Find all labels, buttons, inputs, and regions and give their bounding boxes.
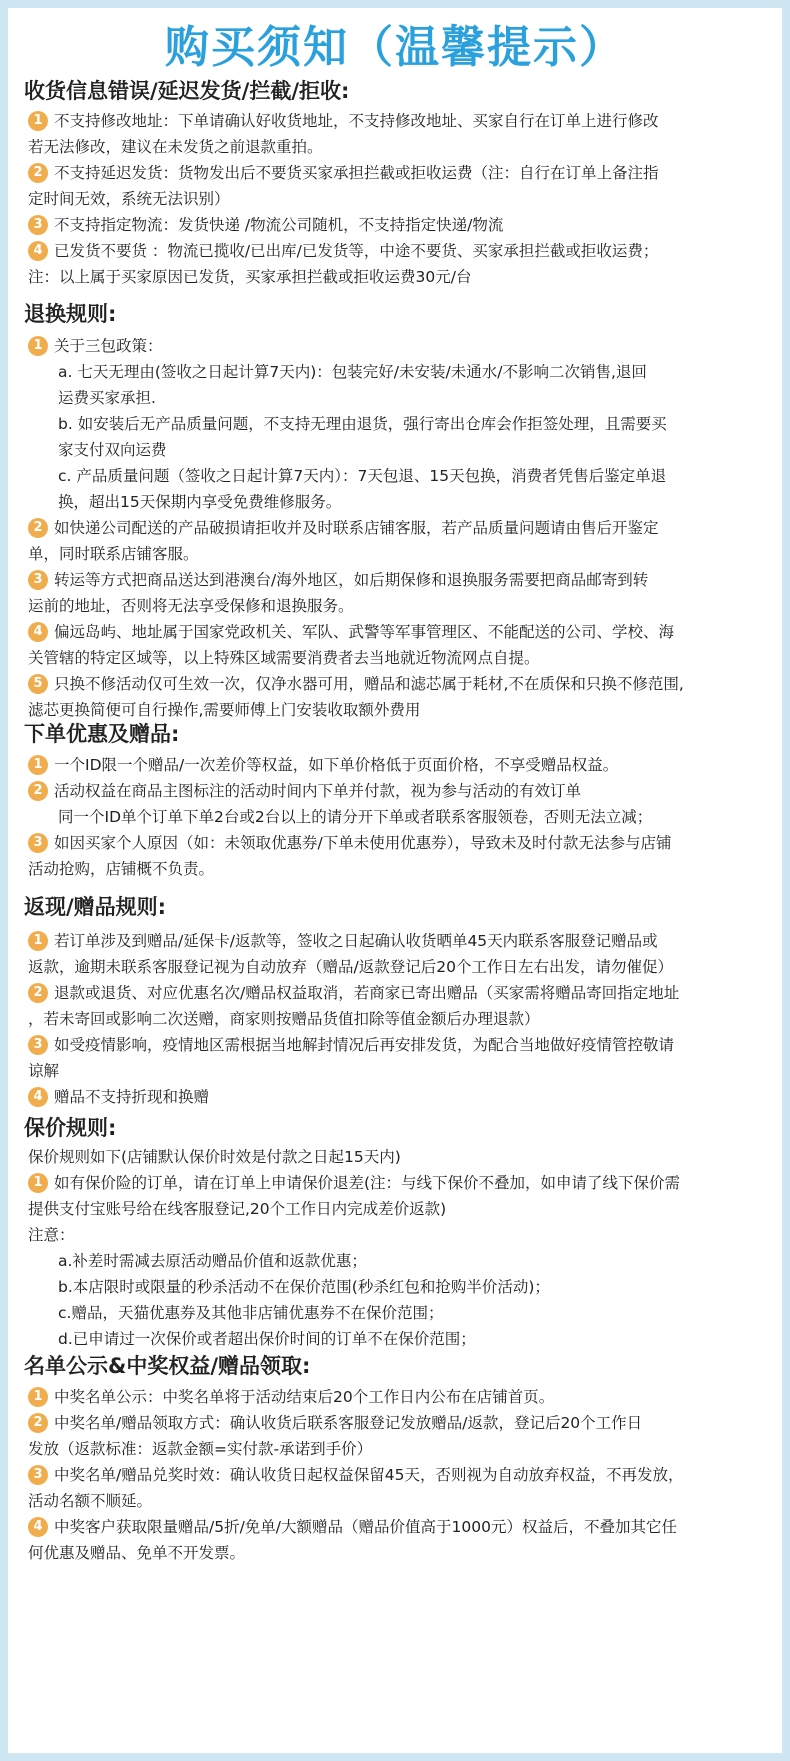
section-body xyxy=(28,333,773,723)
notice-line xyxy=(28,186,773,212)
notice-text: 家支付双向运费 xyxy=(58,441,167,459)
notice-line xyxy=(28,1144,773,1170)
notice-text: c. 产品质量问题（签收之日起计算7天内）：7天包退、15天包换，消费者凭售后鉴定单退 xyxy=(58,467,667,485)
notice-text: 中奖名单/赠品领取方式：确认收货后联系客服登记发放赠品/返款，登记后20个工作日 xyxy=(54,1414,643,1432)
notice-line xyxy=(28,593,773,619)
notice-line xyxy=(28,619,773,645)
notice-line xyxy=(28,856,773,882)
notice-text: 谅解 xyxy=(28,1062,60,1080)
notice-line xyxy=(28,645,773,671)
notice-line xyxy=(28,1196,773,1222)
notice-text: 提供支付宝账号给在线客服登记,20个工作日内完成差价返款) xyxy=(28,1200,447,1218)
number-badge-icon: 3 xyxy=(28,1465,48,1485)
number-badge-icon: 1 xyxy=(28,1387,48,1407)
notice-line xyxy=(28,778,773,804)
notice-line xyxy=(28,1462,773,1488)
number-badge-icon: 3 xyxy=(28,1035,48,1055)
number-badge-icon: 1 xyxy=(28,336,48,356)
notice-line xyxy=(28,1006,773,1032)
notice-line xyxy=(28,1222,773,1248)
notice-text: 退款或退货、对应优惠名次/赠品权益取消，若商家已寄出赠品（买家需将赠品寄回指定地址 xyxy=(54,984,680,1002)
notice-text: 同一个ID单个订单下单2台或2台以上的请分开下单或者联系客服领卷，否则无法立减； xyxy=(58,808,653,826)
notice-line xyxy=(28,752,773,778)
notice-text: 换，超出15天保期内享受免费维修服务。 xyxy=(58,493,342,511)
notice-text: 一个ID限一个赠品/一次差价等权益，如下单价格低于页面价格，不享受赠品权益。 xyxy=(54,756,619,774)
notice-text: a.补差时需减去原活动赠品价值和返款优惠； xyxy=(58,1252,367,1270)
notice-text: 活动抢购，店铺概不负责。 xyxy=(28,860,215,878)
notice-text: 运前的地址，否则将无法享受保修和退换服务。 xyxy=(28,597,354,615)
notice-text: 若订单涉及到赠品/延保卡/返款等，签收之日起确认收货晒单45天内联系客服登记赠品或 xyxy=(54,932,658,950)
notice-text: 偏远岛屿、地址属于国家党政机关、军队、武警等军事管理区、不能配送的公司、学校、海 xyxy=(54,623,675,641)
notice-text: 滤芯更换简便可自行操作,需要师傅上门安装收取额外费用 xyxy=(28,701,421,719)
notice-text: 单，同时联系店铺客服。 xyxy=(28,545,199,563)
notice-text: 发放（返款标准：返款金额=实付款-承诺到手价） xyxy=(28,1440,373,1458)
notice-line xyxy=(28,1248,773,1274)
notice-line xyxy=(28,1274,773,1300)
notice-line xyxy=(28,515,773,541)
notice-text: b. 如安装后无产品质量问题，不支持无理由退货，强行寄出仓库会作拒签处理，且需要买 xyxy=(58,415,667,433)
section-heading: 名单公示&中奖权益/赠品领取: xyxy=(24,1354,311,1378)
section-body xyxy=(28,108,773,290)
number-badge-icon: 3 xyxy=(28,215,48,235)
notice-line xyxy=(28,1326,773,1352)
notice-panel xyxy=(8,8,782,1753)
notice-line xyxy=(28,541,773,567)
notice-line xyxy=(28,134,773,160)
notice-line xyxy=(28,1032,773,1058)
notice-line xyxy=(28,160,773,186)
notice-line xyxy=(28,411,773,437)
notice-text: 若无法修改，建议在未发货之前退款重拍。 xyxy=(28,138,323,156)
notice-line xyxy=(28,980,773,1006)
notice-line xyxy=(28,385,773,411)
notice-text: 如快递公司配送的产品破损请拒收并及时联系店铺客服，若产品质量问题请由售后开鉴定 xyxy=(54,519,659,537)
notice-line xyxy=(28,1540,773,1566)
notice-line xyxy=(28,1488,773,1514)
notice-text: 注：以上属于买家原因已发货，买家承担拦截或拒收运费30元/台 xyxy=(28,268,472,286)
notice-line xyxy=(28,928,773,954)
notice-line xyxy=(28,1300,773,1326)
notice-text: 中奖客户获取限量赠品/5折/免单/大额赠品（赠品价值高于1000元）权益后，不叠加其它任 xyxy=(54,1518,677,1536)
notice-text: 关于三包政策： xyxy=(54,337,163,355)
notice-line xyxy=(28,264,773,290)
number-badge-icon: 2 xyxy=(28,781,48,801)
notice-text: 中奖名单公示：中奖名单将于活动结束后20个工作日内公布在店铺首页。 xyxy=(54,1388,555,1406)
notice-line xyxy=(28,1384,773,1410)
notice-line xyxy=(28,1514,773,1540)
notice-text: 活动权益在商品主图标注的活动时间内下单并付款，视为参与活动的有效订单 xyxy=(54,782,582,800)
notice-text: 保价规则如下(店铺默认保价时效是付款之日起15天内) xyxy=(28,1148,401,1166)
section-heading: 返现/赠品规则: xyxy=(24,895,167,919)
notice-text: 不支持延迟发货：货物发出后不要货买家承担拦截或拒收运费（注：自行在订单上备注指 xyxy=(54,164,659,182)
number-badge-icon: 2 xyxy=(28,518,48,538)
notice-line xyxy=(28,1058,773,1084)
notice-line xyxy=(28,437,773,463)
number-badge-icon: 1 xyxy=(28,111,48,131)
notice-text: 活动名额不顺延。 xyxy=(28,1492,153,1510)
notice-line xyxy=(28,567,773,593)
notice-line xyxy=(28,1410,773,1436)
notice-line xyxy=(28,489,773,515)
notice-text: ，若未寄回或影响二次送赠，商家则按赠品货值扣除等值金额后办理退款） xyxy=(28,1010,540,1028)
notice-text: 不支持指定物流：发货快递 /物流公司随机，不支持指定快递/物流 xyxy=(54,216,504,234)
number-badge-icon: 4 xyxy=(28,1087,48,1107)
notice-line xyxy=(28,954,773,980)
number-badge-icon: 3 xyxy=(28,570,48,590)
notice-text: 返款，逾期未联系客服登记视为自动放弃（赠品/返款登记后20个工作日左右出发，请勿催促） xyxy=(28,958,673,976)
notice-text: a. 七天无理由(签收之日起计算7天内)：包装完好/未安装/未通水/不影响二次销售,退回 xyxy=(58,363,647,381)
number-badge-icon: 4 xyxy=(28,1517,48,1537)
section-body xyxy=(28,1384,773,1566)
notice-text: 运费买家承担. xyxy=(58,389,156,407)
number-badge-icon: 2 xyxy=(28,983,48,1003)
notice-text: 注意： xyxy=(28,1226,75,1244)
notice-line xyxy=(28,1170,773,1196)
section-heading: 下单优惠及赠品: xyxy=(24,722,180,746)
notice-line xyxy=(28,830,773,856)
notice-text: c.赠品，天猫优惠券及其他非店铺优惠券不在保价范围； xyxy=(58,1304,444,1322)
notice-line xyxy=(28,1084,773,1110)
notice-text: 赠品不支持折现和换赠 xyxy=(54,1088,210,1106)
notice-line xyxy=(28,463,773,489)
section-heading: 保价规则: xyxy=(24,1116,117,1140)
notice-text: b.本店限时或限量的秒杀活动不在保价范围(秒杀红包和抢购半价活动)； xyxy=(58,1278,550,1296)
section-body xyxy=(28,752,773,882)
notice-text: 如受疫情影响，疫情地区需根据当地解封情况后再安排发货，为配合当地做好疫情管控敬请 xyxy=(54,1036,675,1054)
section-body xyxy=(28,1144,773,1352)
number-badge-icon: 4 xyxy=(28,622,48,642)
notice-text: 何优惠及赠品、免单不开发票。 xyxy=(28,1544,246,1562)
number-badge-icon: 2 xyxy=(28,163,48,183)
notice-text: 中奖名单/赠品兑奖时效：确认收货日起权益保留45天，否则视为自动放弃权益，不再发放， xyxy=(54,1466,684,1484)
number-badge-icon: 1 xyxy=(28,755,48,775)
number-badge-icon: 1 xyxy=(28,931,48,951)
number-badge-icon: 1 xyxy=(28,1173,48,1193)
page-title: 购买须知（温馨提示） xyxy=(165,22,625,73)
section-body xyxy=(28,928,773,1110)
notice-line xyxy=(28,108,773,134)
notice-text: 如有保价险的订单，请在订单上申请保价退差(注：与线下保价不叠加，如申请了线下保价需 xyxy=(54,1174,681,1192)
notice-line xyxy=(28,804,773,830)
notice-line xyxy=(28,212,773,238)
number-badge-icon: 4 xyxy=(28,241,48,261)
section-heading: 退换规则: xyxy=(24,302,117,326)
notice-text: d.已申请过一次保价或者超出保价时间的订单不在保价范围； xyxy=(58,1330,476,1348)
notice-text: 只换不修活动仅可生效一次，仅净水器可用，赠品和滤芯属于耗材,不在质保和只换不修范围, xyxy=(54,675,684,693)
notice-text: 定时间无效，系统无法识别） xyxy=(28,190,230,208)
number-badge-icon: 5 xyxy=(28,674,48,694)
notice-line xyxy=(28,333,773,359)
number-badge-icon: 2 xyxy=(28,1413,48,1433)
number-badge-icon: 3 xyxy=(28,833,48,853)
notice-line xyxy=(28,359,773,385)
notice-line xyxy=(28,238,773,264)
section-heading: 收货信息错误/延迟发货/拦截/拒收: xyxy=(24,79,350,103)
notice-text: 已发货不要货 ：物流已揽收/已出库/已发货等，中途不要货、买家承担拦截或拒收运费； xyxy=(54,242,659,260)
notice-line xyxy=(28,1436,773,1462)
notice-text: 关管辖的特定区域等，以上特殊区域需要消费者去当地就近物流网点自提。 xyxy=(28,649,540,667)
notice-line xyxy=(28,671,773,697)
notice-text: 不支持修改地址：下单请确认好收货地址，不支持修改地址、买家自行在订单上进行修改 xyxy=(54,112,659,130)
notice-text: 如因买家个人原因（如：未领取优惠券/下单未使用优惠券），导致未及时付款无法参与店铺 xyxy=(54,834,672,852)
notice-text: 转运等方式把商品送达到港澳台/海外地区，如后期保修和退换服务需要把商品邮寄到转 xyxy=(54,571,649,589)
